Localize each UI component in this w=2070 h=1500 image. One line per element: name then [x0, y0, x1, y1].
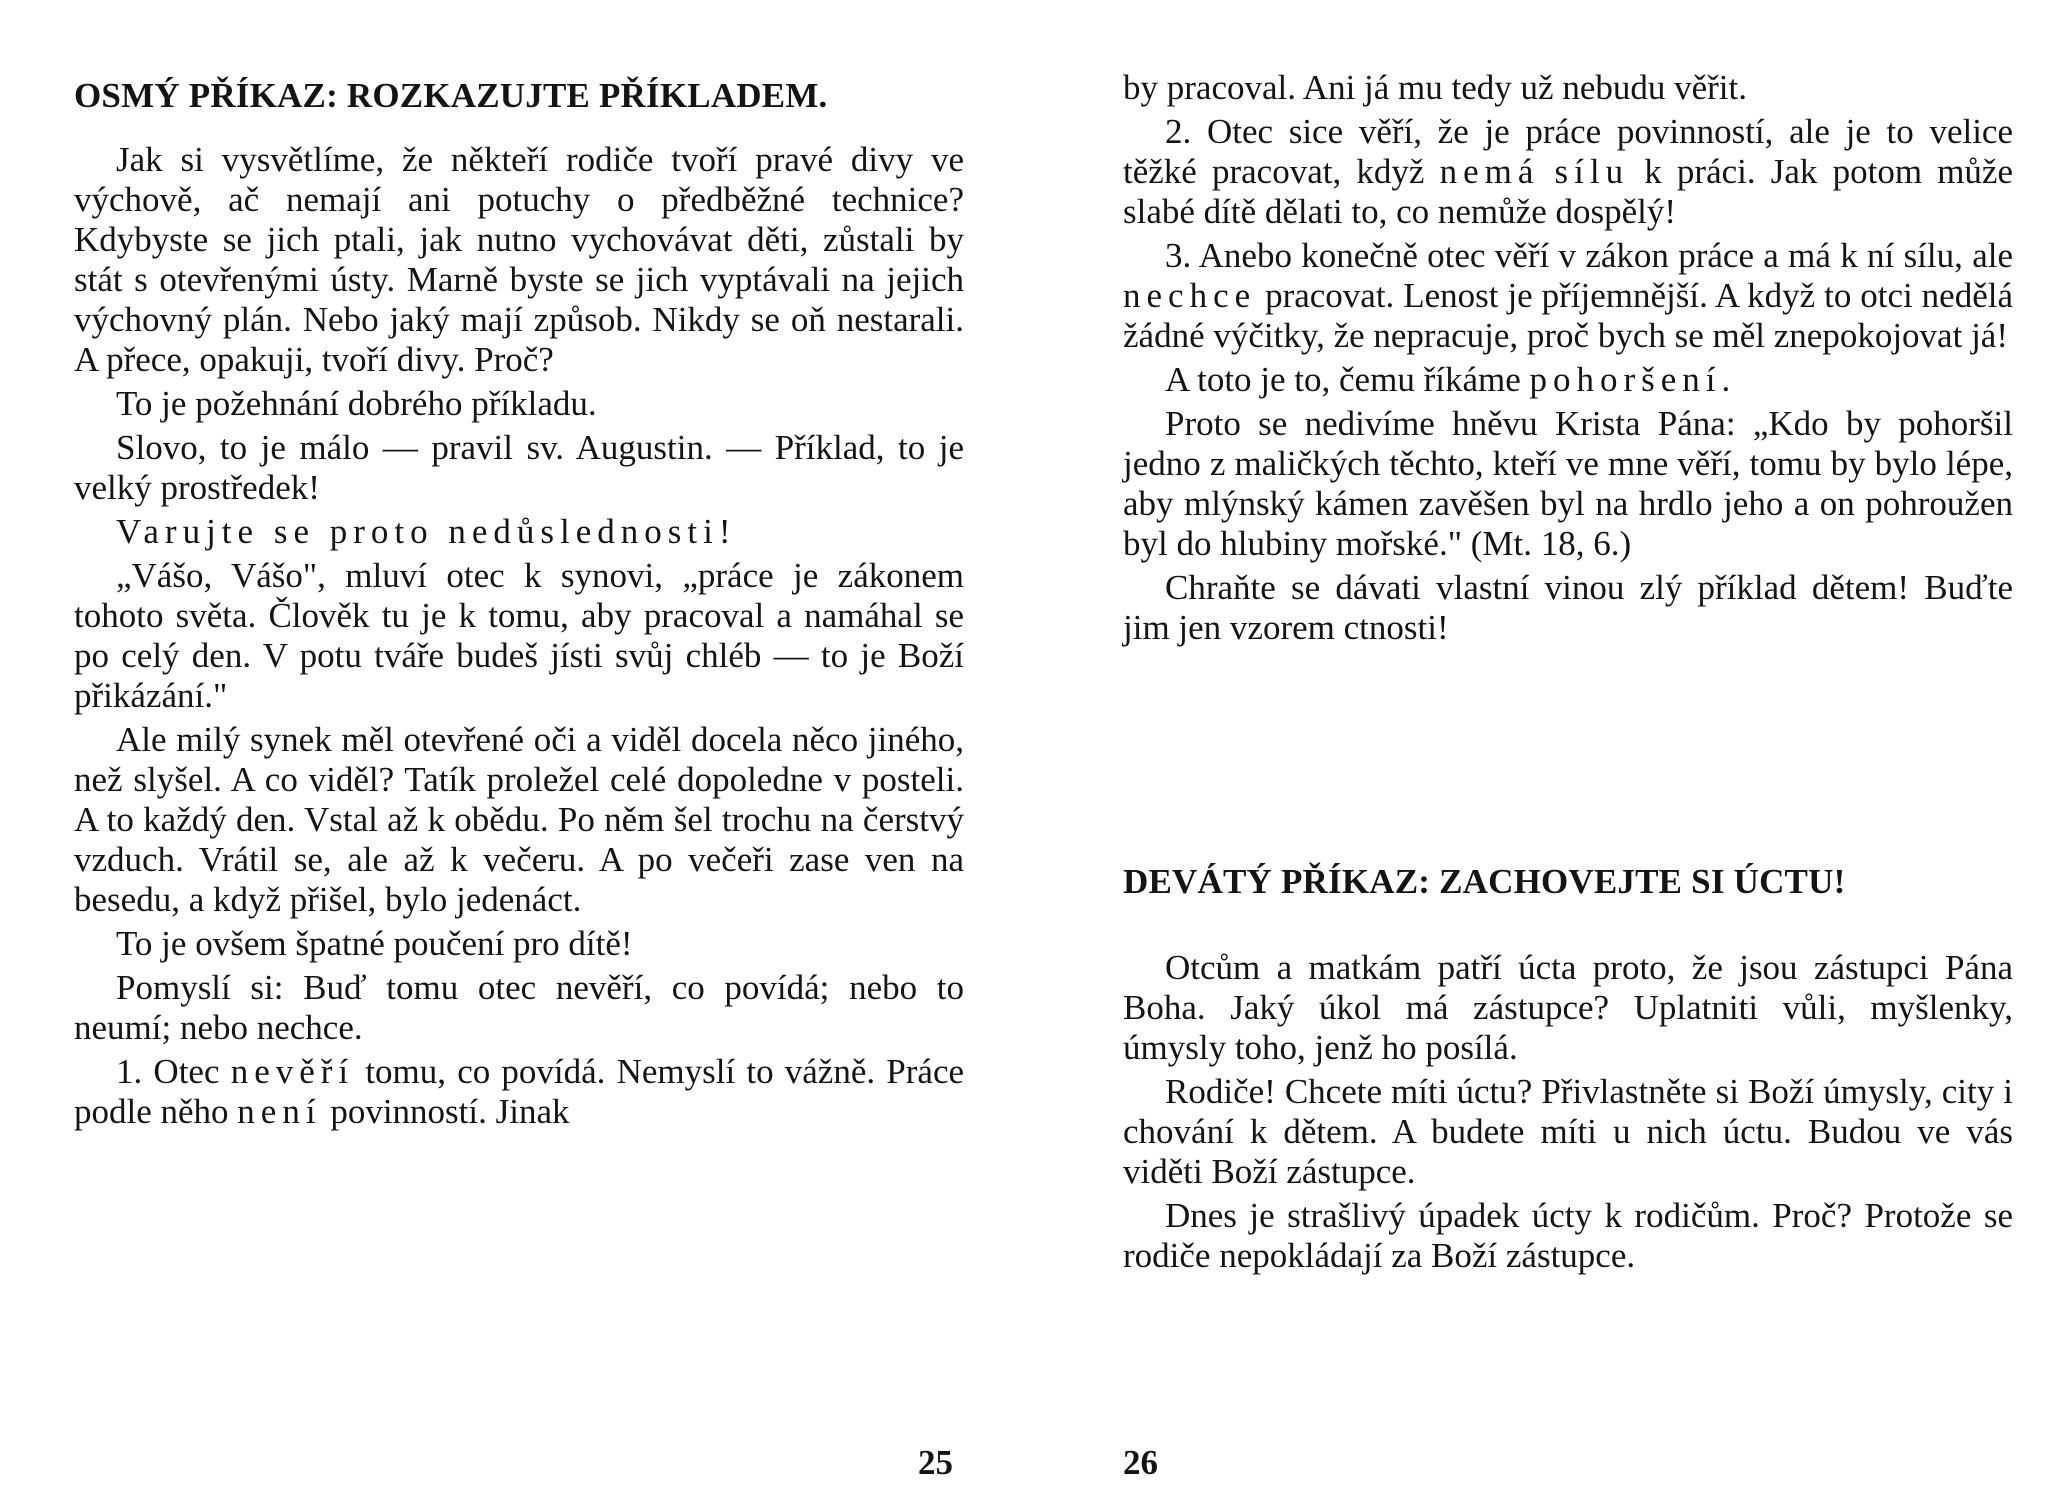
paragraph: Chraňte se dávati vlastní vinou zlý příklad dětem! Buďte jim jen vzorem ctnosti!	[1123, 568, 2013, 647]
spaced-text: pohoršení.	[1529, 360, 1737, 399]
paragraph: To je ovšem špatné poučení pro dítě!	[116, 924, 633, 963]
spaced-text: nevěří	[230, 1052, 355, 1091]
point-1-number: 1. Otec	[116, 1052, 220, 1091]
text-run: A toto je to, čemu říkáme	[1165, 360, 1521, 399]
paragraph: Dnes je strašlivý úpadek úcty k rodičům. Proč? Protože se rodiče nepokládají za Boží zástupce.	[1123, 1196, 2013, 1275]
point-2-paragraph	[1123, 112, 2013, 232]
paragraph: „Vášo, Vášo", mluví otec k synovi, „práce je zákonem tohoto světa. Člověk tu je k tomu, aby pracoval a namáhal se po celý den. V potu tváře budeš jísti svůj chléb — to je Boží přikázání."	[74, 556, 964, 715]
text-run: tomu, co povídá. Nemyslí to vážně. Práce podle něho	[74, 1052, 965, 1131]
paragraph: Pomyslí si: Buď tomu otec nevěří, co povídá; nebo to neumí; nebo nechce.	[74, 968, 964, 1047]
scandal-paragraph	[1123, 360, 2013, 400]
spaced-text: nemá	[1439, 152, 1540, 191]
text-run: pracovat. Lenost je příjemnější. A když to otci nedělá žádné výčitky, že nepracuje, proč bych se měl znepokojovat já!	[1123, 276, 2014, 355]
spaced-text: sílu	[1554, 152, 1630, 191]
text-run: 2. Otec sice věří, že je práce povinností, ale je to velice těžké pracovat, když	[1123, 112, 2013, 191]
right-page-ninth	[1123, 862, 2013, 902]
left-page-text	[74, 76, 964, 116]
paragraph: Rodiče! Chcete míti úctu? Přivlastněte si Boží úmysly, city i chování k dětem. A budete míti u nich úctu. Budou ve vás viděti Boží zástupce.	[1123, 1072, 2013, 1191]
spaced-warning-line	[74, 512, 964, 552]
text-run: povinností. Jinak	[330, 1092, 570, 1131]
right-page-body	[1123, 68, 2013, 652]
right-page	[1035, 0, 2070, 1500]
paragraph: Ale milý synek měl otevřené oči a viděl docela něco jiného, než slyšel. A co viděl? Tatík proležel celé dopoledne v posteli. A to každý den. Vstal až k obědu. Po něm šel trochu na čerstvý vzduch. Vrátil se, ale až k večeru. A po večeři zase ven na besedu, a když přišel, bylo jedenáct.	[74, 720, 964, 919]
point-1-paragraph	[74, 1052, 964, 1132]
point-3-paragraph	[1123, 236, 2013, 356]
paragraph: Jak si vysvětlíme, že někteří rodiče tvoří pravé divy ve výchově, ač nemají ani potuchy o předběžné technice? Kdybyste se jich ptali, jak nutno vychovávat děti, zůstali by stát s otevřenými ústy. Marně byste se jich vyptávali na jejich výchovný plán. Nebo jaký mají způsob. Nikdy se oň nestarali. A přece, opakuji, tvoří divy. Proč?	[74, 140, 964, 379]
spaced-text: Varujte se proto nedůslednosti!	[116, 512, 737, 551]
left-page-body	[74, 140, 964, 1136]
spaced-text: nechce	[1123, 276, 1257, 315]
page-number-left: 25	[918, 1443, 953, 1482]
paragraph: Proto se nedivíme hněvu Krista Pána: „Kdo by pohoršil jedno z maličkých těchto, kteří ve mne věří, tomu by bylo lépe, aby mlýnský kámen zavěšen byl na hrdlo jeho a on pohroužen byl do hlubiny mořské." (Mt. 18, 6.)	[1123, 404, 2013, 563]
chapter-heading-ninth: DEVÁTÝ PŘÍKAZ: ZACHOVEJTE SI ÚCTU!	[1123, 862, 1846, 901]
text-run: k práci. Jak potom může slabé dítě dělati to, co nemůže dospělý!	[1123, 152, 2013, 231]
paragraph-continuation: by pracoval. Ani já mu tedy už nebudu věřit.	[1123, 68, 1748, 107]
right-page-body-2	[1123, 948, 2013, 1280]
paragraph: Otcům a matkám patří úcta proto, že jsou zástupci Pána Boha. Jaký úkol má zástupce? Uplatniti vůli, myšlenky, úmysly toho, jenž ho posílá.	[1123, 948, 2013, 1067]
text-run: 3. Anebo konečně otec věří v zákon práce a má k ní sílu, ale	[1165, 236, 2013, 275]
spaced-text: není	[237, 1092, 322, 1131]
chapter-heading-eighth: OSMÝ PŘÍKAZ: ROZKAZUJTE PŘÍKLADEM.	[74, 76, 828, 115]
paragraph: To je požehnání dobrého příkladu.	[116, 384, 597, 423]
page-number-right: 26	[1123, 1443, 1158, 1482]
paragraph: Slovo, to je málo — pravil sv. Augustin. — Příklad, to je velký prostředek!	[74, 428, 964, 507]
